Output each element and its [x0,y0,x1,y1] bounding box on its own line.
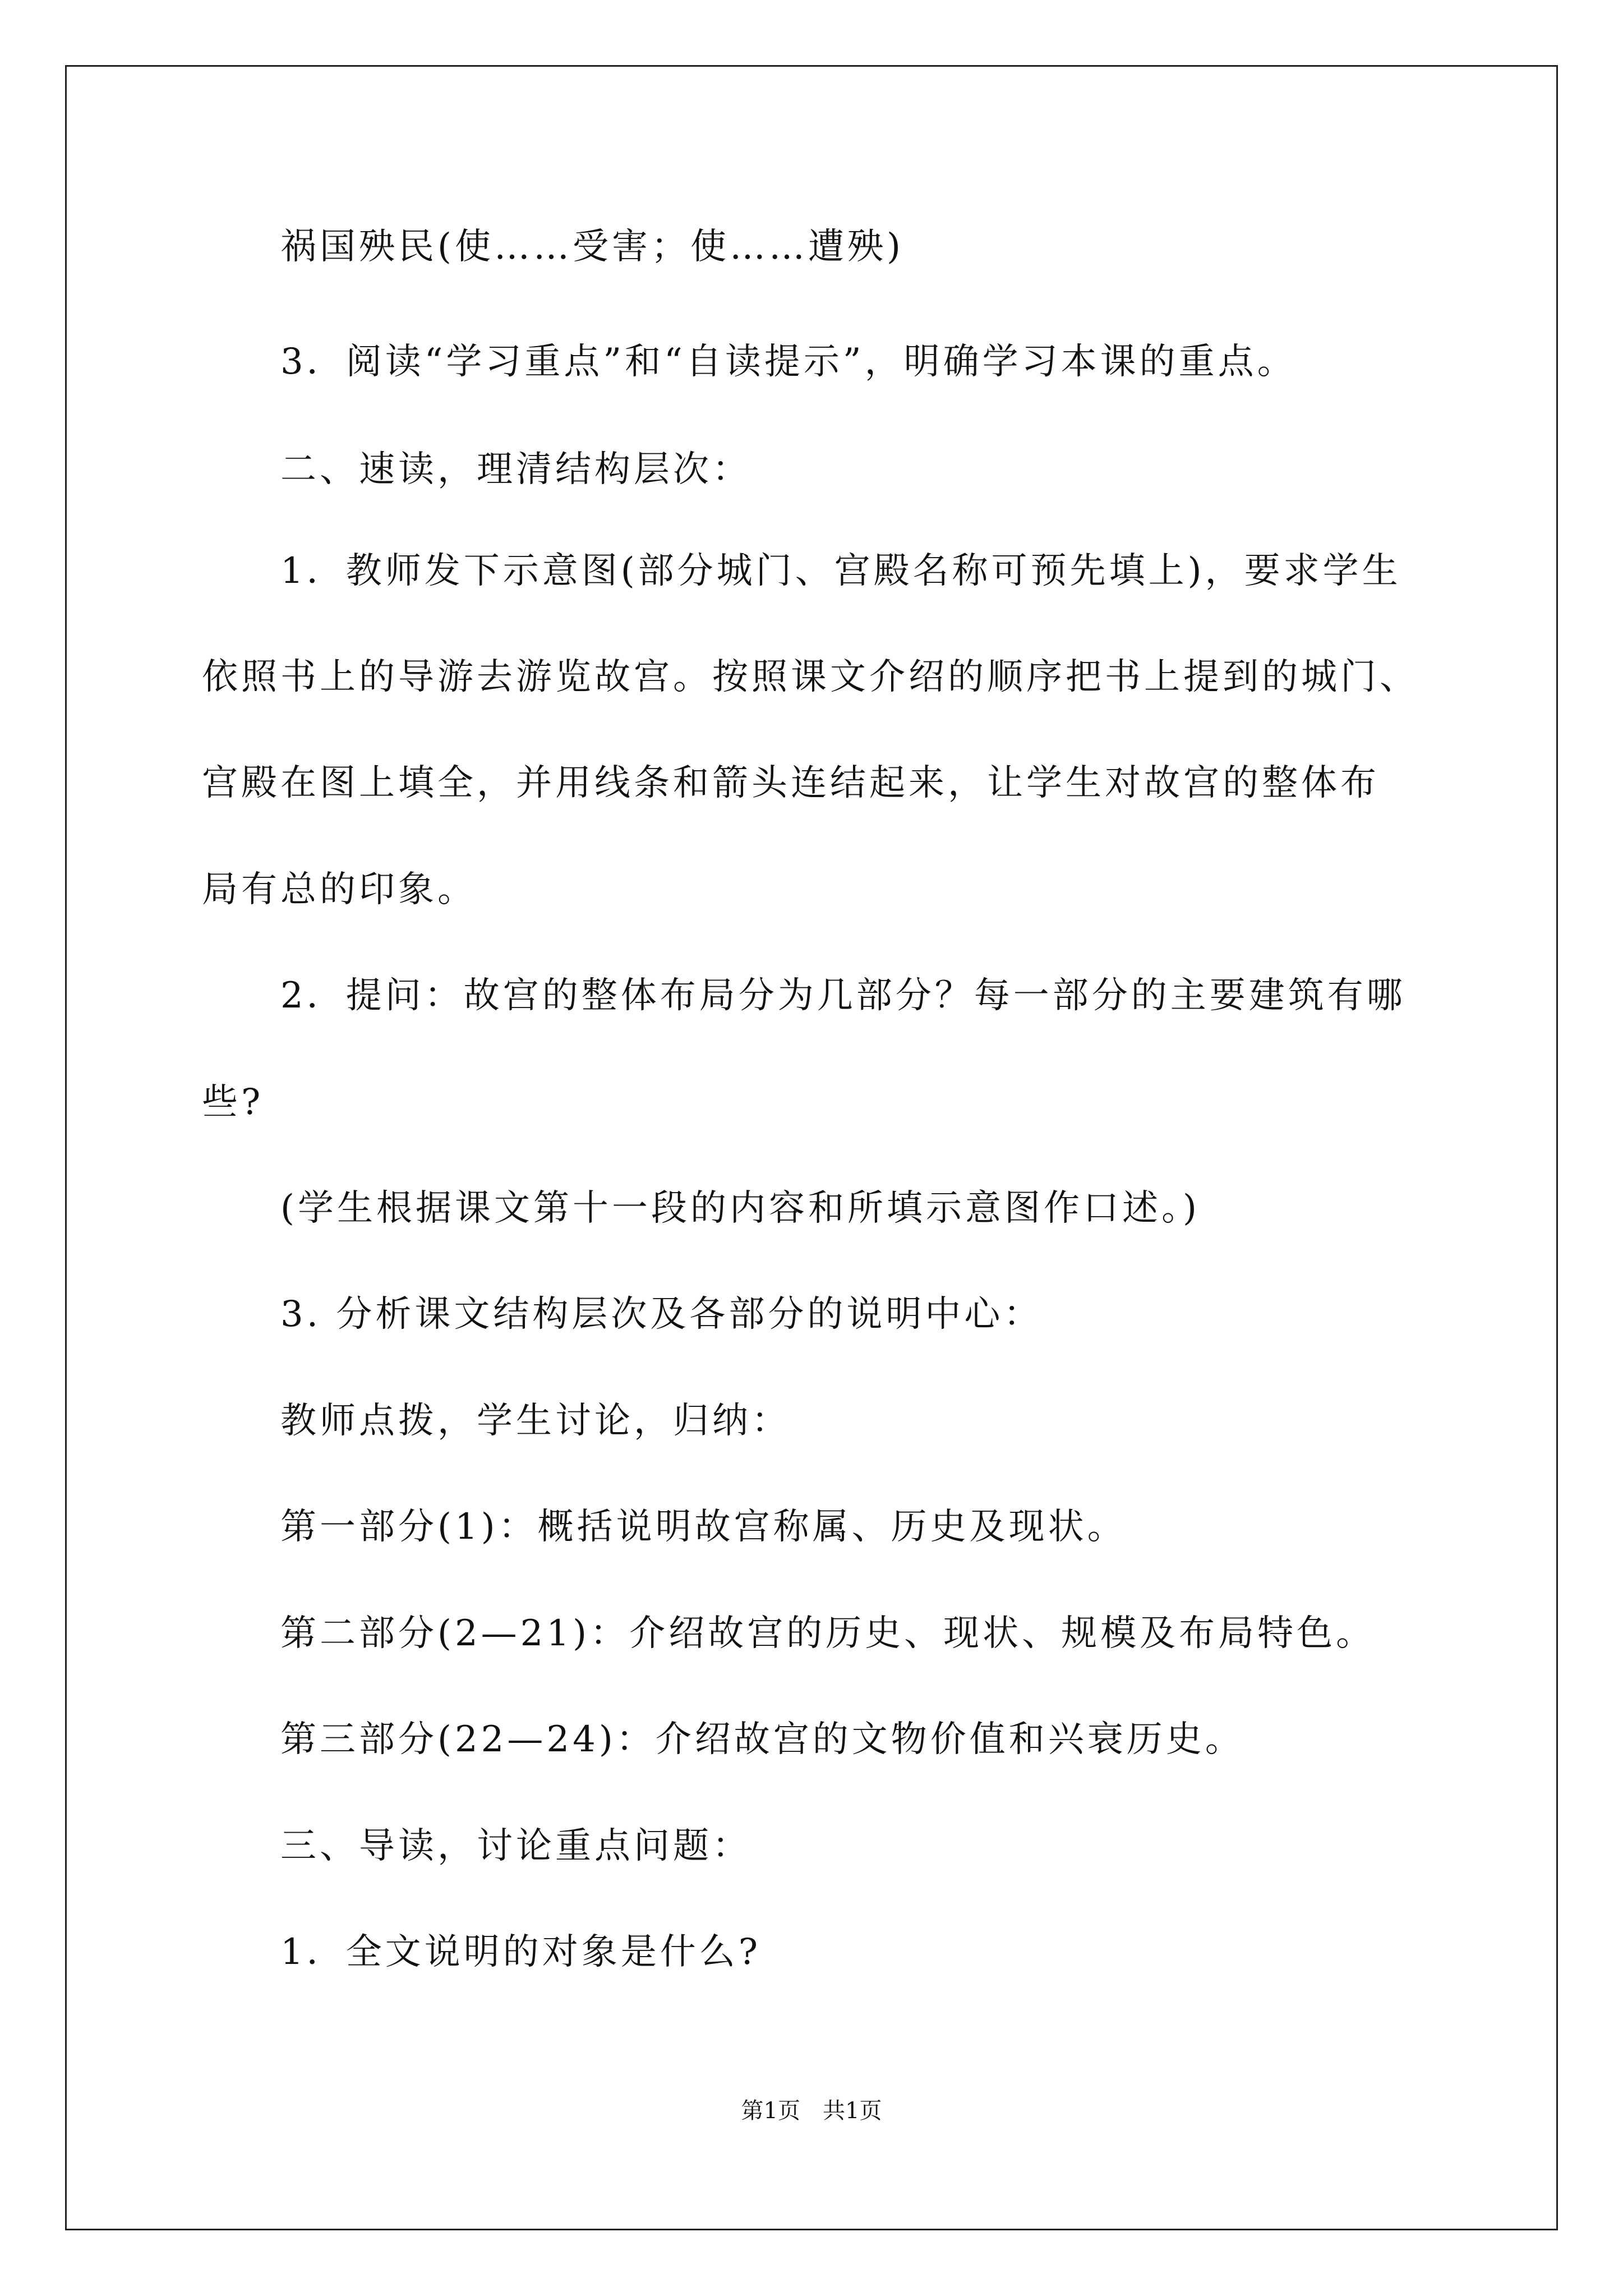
text-line-7: 局有总的印象。 [202,869,477,910]
text-line-15: 第三部分(22—24)：介绍故宫的文物价值和兴衰历史。 [280,1719,1244,1760]
page-number-footer: 第1页 共1页 [741,2098,882,2124]
text-line-10: (学生根据课文第十一段的内容和所填示意图作口述。) [280,1188,1200,1229]
text-line-4: 1．教师发下示意图(部分城门、宫殿名称可预先填上)，要求学生 [280,550,1401,592]
text-line-14: 第二部分(2—21)：介绍故宫的历史、现状、规模及布局特色。 [280,1613,1376,1654]
text-line-2: 3．阅读“学习重点”和“自读提示”，明确学习本课的重点。 [280,341,1297,383]
text-line-8: 2．提问：故宫的整体布局分为几部分？每一部分的主要建筑有哪 [280,975,1406,1016]
text-line-11: 3. 分析课文结构层次及各部分的说明中心： [280,1294,1043,1335]
text-line-12: 教师点拨，学生讨论，归纳： [280,1400,791,1442]
section-heading-2: 二、速读，理清结构层次： [280,449,751,490]
text-line-1: 祸国殃民(使……受害；使……遭殃) [280,226,904,268]
text-line-6: 宫殿在图上填全，并用线条和箭头连结起来，让学生对故宫的整体布 [202,762,1380,804]
text-line-9: 些? [202,1082,264,1123]
text-line-13: 第一部分(1)：概括说明故宫称属、历史及现状。 [280,1506,1127,1548]
text-line-5: 依照书上的导游去游览故宫。按照课文介绍的顺序把书上提到的城门、 [202,656,1419,698]
text-line-17: 1．全文说明的对象是什么? [280,1931,762,1973]
section-heading-3: 三、导读，讨论重点问题： [280,1825,751,1867]
page-border [65,65,1558,2230]
